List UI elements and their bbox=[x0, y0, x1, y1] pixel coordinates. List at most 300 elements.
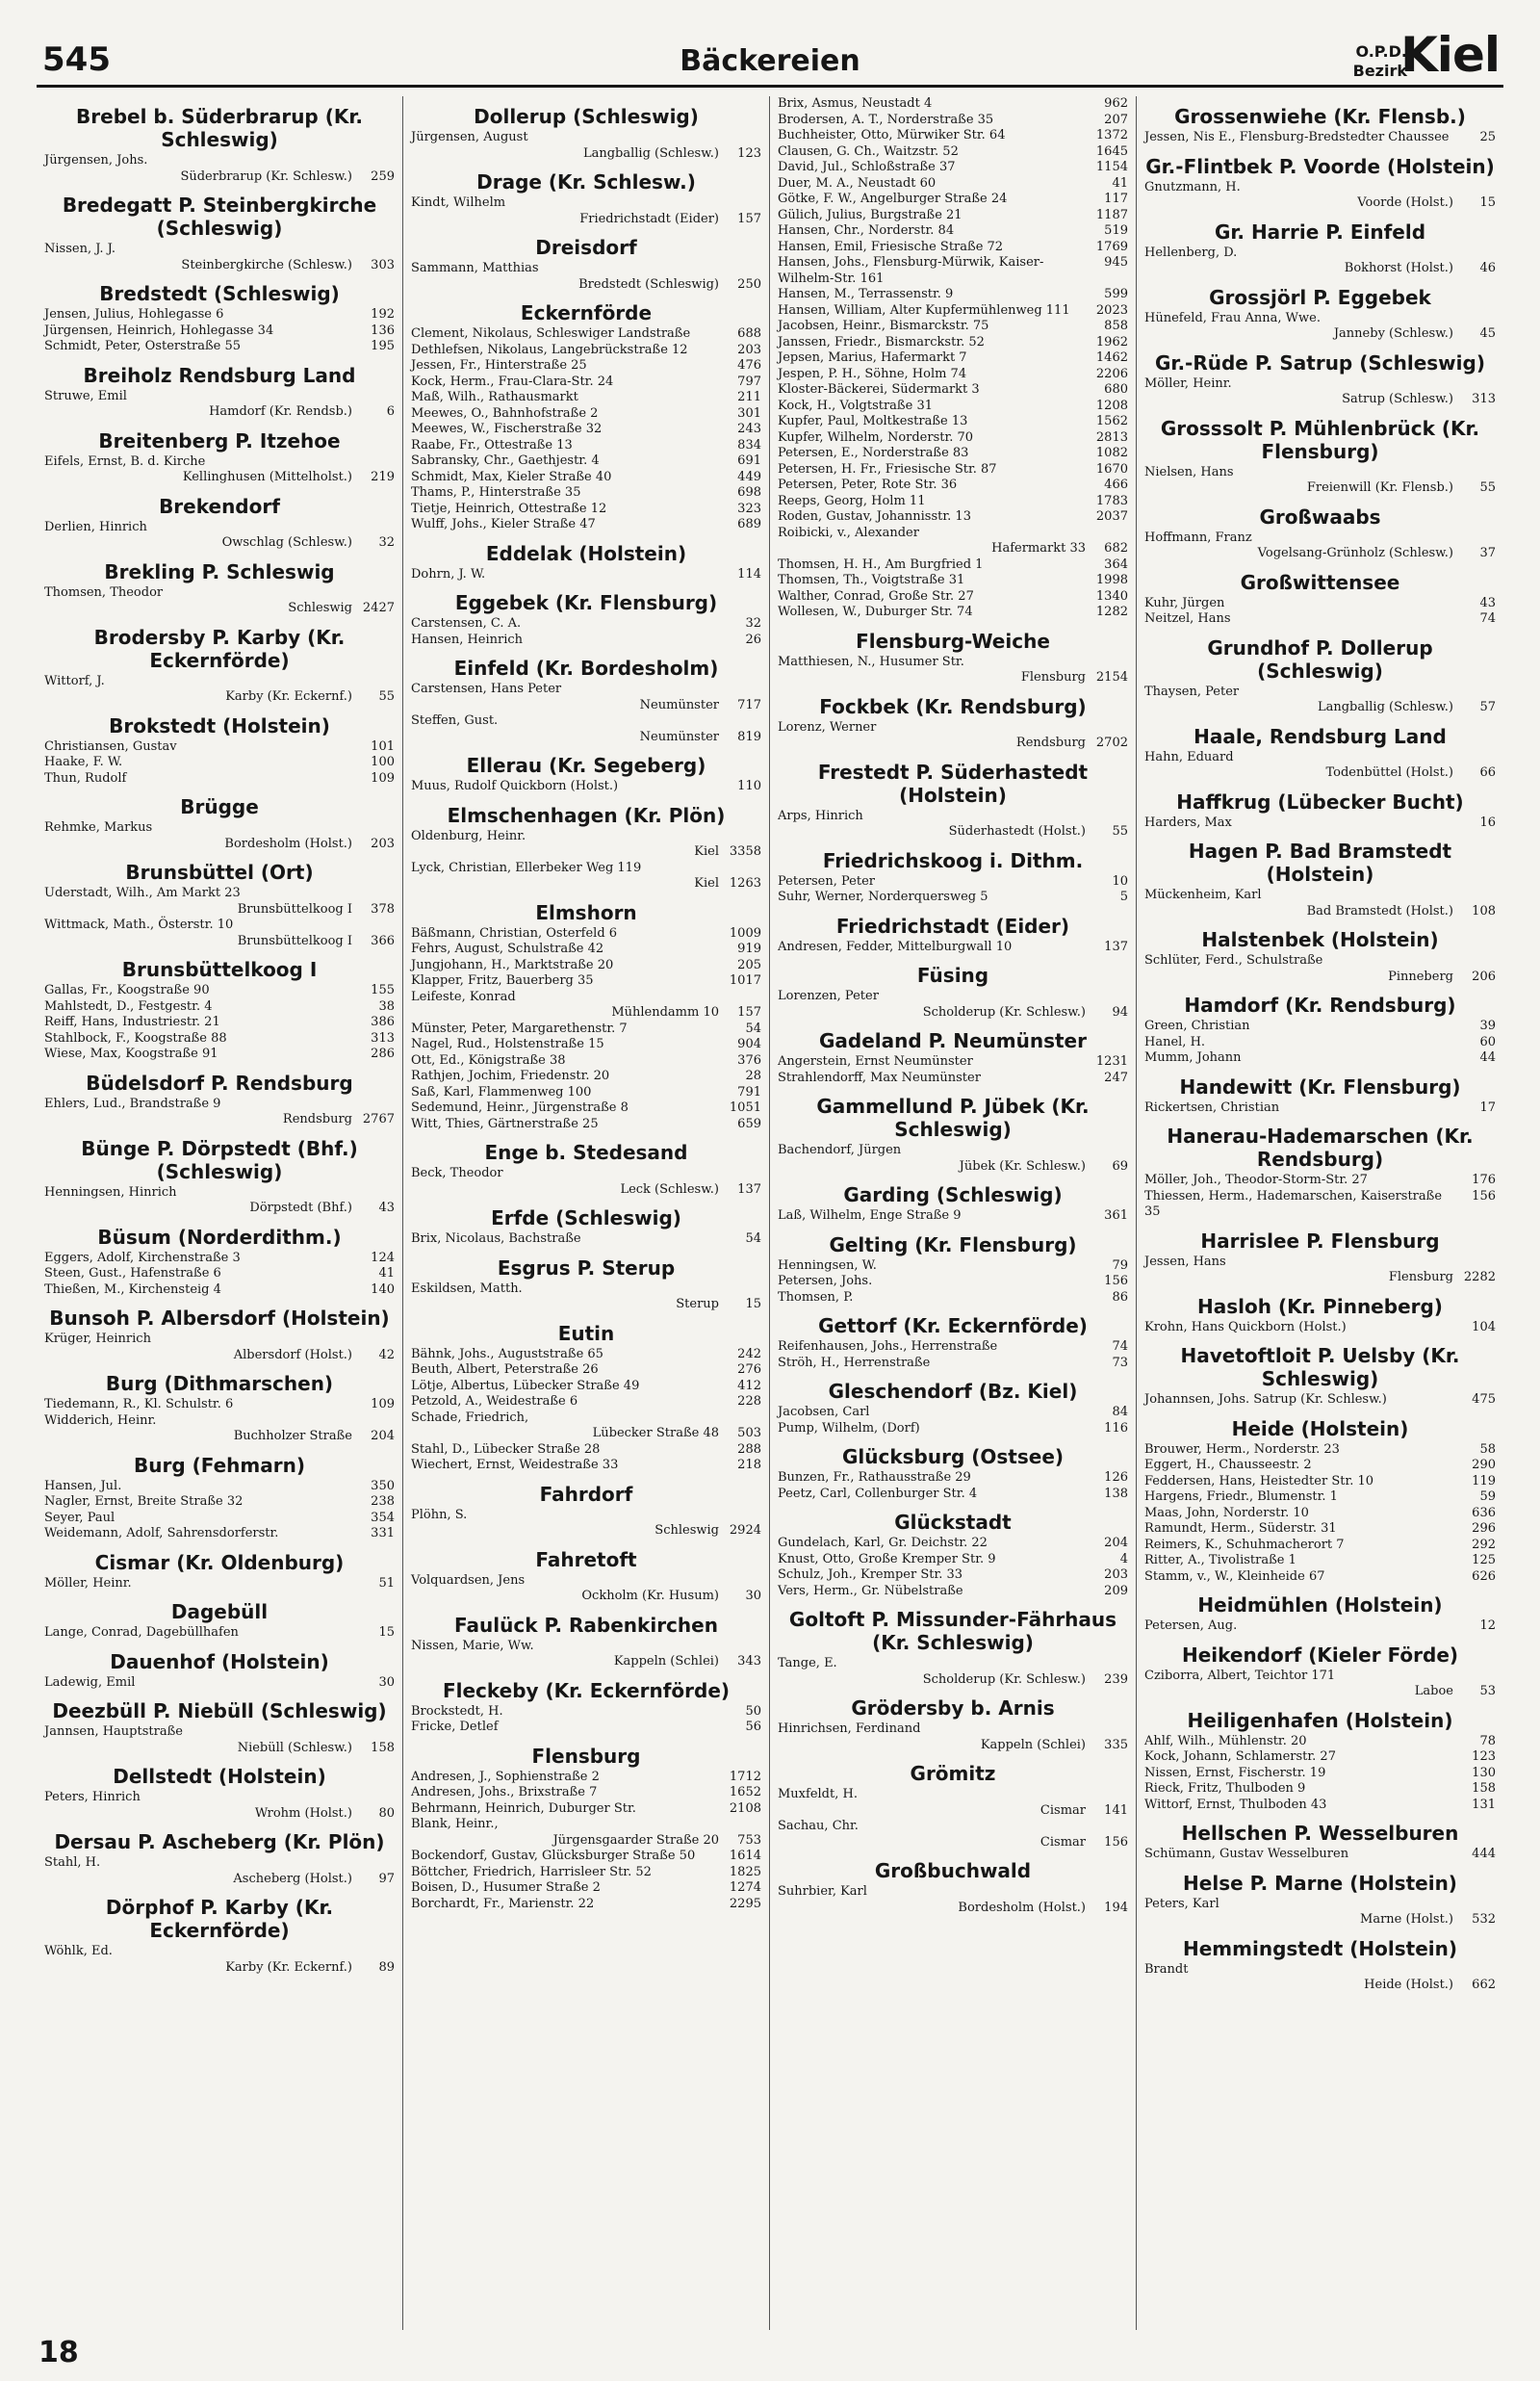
listing-entry bbox=[411, 1347, 761, 1363]
phone-number: 109 bbox=[371, 1397, 395, 1411]
entry-row bbox=[778, 96, 1128, 113]
entry-row bbox=[778, 670, 1128, 686]
phone-number: 247 bbox=[1104, 1070, 1128, 1085]
listing-entry bbox=[411, 1053, 761, 1070]
entry-row bbox=[44, 1397, 395, 1413]
place-heading bbox=[44, 795, 395, 818]
listing-entry bbox=[1144, 465, 1496, 497]
listing-entry bbox=[778, 430, 1128, 447]
listing-entry bbox=[778, 96, 1128, 113]
directory-columns bbox=[37, 96, 1503, 2330]
place-heading bbox=[44, 282, 395, 305]
phone-number: 250 bbox=[737, 276, 761, 292]
entry-name: Sammann, Matthias bbox=[411, 261, 539, 275]
listing-entry bbox=[44, 1944, 395, 1976]
entry-name: Maß, Wilh., Rathausmarkt bbox=[411, 390, 578, 404]
entry-address: Schleswig bbox=[288, 601, 352, 615]
listing-entry bbox=[778, 399, 1128, 415]
listing-entry bbox=[778, 367, 1128, 383]
phone-number: 73 bbox=[1112, 1355, 1128, 1370]
entry-row bbox=[778, 144, 1128, 161]
entry-row bbox=[778, 573, 1128, 589]
place-name: Handewitt (Kr. Flensburg) bbox=[1179, 1074, 1461, 1099]
phone-number: 38 bbox=[378, 998, 395, 1014]
entry-row bbox=[778, 736, 1128, 752]
entry-name: Nagler, Ernst, Breite Straße 32 bbox=[44, 1494, 244, 1509]
place-heading bbox=[1144, 220, 1496, 244]
entry-name: Nissen, Marie, Ww. bbox=[411, 1638, 534, 1653]
entry-row bbox=[411, 422, 761, 438]
entry-name: Raabe, Fr., Ottestraße 13 bbox=[411, 437, 573, 453]
entry-address: Jürgensgaarder Straße 20 bbox=[552, 1832, 719, 1848]
entry-row bbox=[411, 1069, 761, 1085]
entry-row bbox=[1144, 1766, 1496, 1782]
phone-number: 682 bbox=[1104, 541, 1128, 556]
entry-name: Thun, Rudolf bbox=[44, 770, 127, 786]
phone-number: 1645 bbox=[1095, 143, 1128, 159]
phone-number: 717 bbox=[737, 697, 761, 712]
place-heading bbox=[1144, 1295, 1496, 1318]
phone-number: 1998 bbox=[1095, 573, 1128, 587]
phone-number: 242 bbox=[737, 1346, 761, 1361]
entry-name: Dethlefsen, Nikolaus, Langebrückstraße 12 bbox=[411, 342, 688, 357]
phone-number: 108 bbox=[1472, 903, 1496, 919]
phone-number: 475 bbox=[1472, 1392, 1496, 1407]
entry-row bbox=[411, 1037, 761, 1053]
entry-name: Reeps, Georg, Holm 11 bbox=[778, 493, 926, 508]
entry-name: Suhrbier, Karl bbox=[778, 1884, 867, 1899]
entry-name: Roden, Gustav, Johannisstr. 13 bbox=[778, 509, 971, 524]
entry-name: Gülich, Julius, Burgstraße 21 bbox=[778, 207, 962, 222]
listing-entry bbox=[1144, 1897, 1496, 1928]
phone-number: 662 bbox=[1472, 1978, 1496, 1992]
entry-name: Wollesen, W., Duburger Str. 74 bbox=[778, 605, 973, 619]
entry-name: Peetz, Carl, Collenburger Str. 4 bbox=[778, 1486, 978, 1501]
place-heading bbox=[44, 1454, 395, 1477]
entry-name: Suhr, Werner, Norderquersweg 5 bbox=[778, 890, 988, 904]
phone-number: 1187 bbox=[1095, 207, 1128, 222]
entry-row bbox=[778, 192, 1128, 208]
listing-entry bbox=[411, 616, 761, 633]
phone-number: 101 bbox=[371, 738, 395, 754]
phone-number: 449 bbox=[737, 469, 761, 484]
phone-number: 323 bbox=[737, 501, 761, 516]
entry-name: Petersen, Aug. bbox=[1144, 1618, 1238, 1633]
listing-entry bbox=[778, 573, 1128, 589]
place-heading bbox=[411, 804, 761, 827]
listing-entry bbox=[1144, 1749, 1496, 1766]
place-heading bbox=[1144, 1075, 1496, 1099]
entry-row bbox=[44, 1047, 395, 1063]
entry-row bbox=[1144, 904, 1496, 920]
entry-name: Lorenz, Werner bbox=[778, 719, 877, 735]
entry-row bbox=[1144, 1798, 1496, 1814]
entry-row bbox=[411, 146, 761, 163]
place-name: Deezbüll P. Niebüll (Schleswig) bbox=[52, 1699, 387, 1722]
entry-name: Thiessen, Herm., Hademarschen, Kaiserstraße 35 bbox=[1144, 1188, 1443, 1219]
place-heading bbox=[778, 1696, 1128, 1720]
entry-name: Stahlbock, F., Koogstraße 88 bbox=[44, 1030, 227, 1046]
entry-row bbox=[411, 973, 761, 990]
entry-row bbox=[778, 1672, 1128, 1689]
entry-name: Derlien, Hinrich bbox=[44, 519, 147, 534]
place-heading bbox=[44, 714, 395, 738]
entry-row bbox=[1144, 1270, 1496, 1286]
entry-name: Möller, Heinr. bbox=[44, 1575, 132, 1591]
listing-entry bbox=[1144, 815, 1496, 832]
place-heading bbox=[411, 901, 761, 924]
place-heading bbox=[44, 1896, 395, 1942]
entry-name: Schlüter, Ferd., Schulstraße bbox=[1144, 953, 1323, 968]
entry-name: Duer, M. A., Neustadt 60 bbox=[778, 175, 937, 191]
entry-row bbox=[778, 494, 1128, 510]
entry-row bbox=[44, 771, 395, 788]
place-heading bbox=[44, 1372, 395, 1395]
entry-name: Andresen, Fedder, Mittelburgwall 10 bbox=[778, 939, 1013, 954]
listing-entry bbox=[411, 1865, 761, 1881]
listing-entry bbox=[44, 454, 395, 486]
place-heading bbox=[411, 1322, 761, 1345]
entry-row bbox=[411, 1347, 761, 1363]
place-name: Grossenwiehe (Kr. Flensb.) bbox=[1174, 105, 1466, 128]
entry-row bbox=[778, 255, 1128, 287]
phone-number: 203 bbox=[1104, 1567, 1128, 1582]
listing-entry bbox=[1144, 1100, 1496, 1117]
entry-row bbox=[1144, 261, 1496, 277]
phone-number: 43 bbox=[378, 1201, 395, 1215]
listing-entry bbox=[411, 358, 761, 375]
entry-address: Vogelsang-Grünholz (Schlesw.) bbox=[1257, 546, 1453, 560]
place-heading bbox=[411, 754, 761, 777]
phone-number: 53 bbox=[1479, 1684, 1496, 1698]
listing-entry bbox=[411, 1166, 761, 1198]
phone-number: 288 bbox=[737, 1441, 761, 1457]
entry-row bbox=[44, 601, 395, 617]
place-name: Fleckeby (Kr. Eckernförde) bbox=[442, 1678, 731, 1702]
listing-entry bbox=[778, 1656, 1128, 1688]
entry-name: Petersen, Johs. bbox=[778, 1274, 873, 1288]
entry-name: Ehlers, Lud., Brandstraße 9 bbox=[44, 1096, 221, 1111]
listing-entry bbox=[411, 779, 761, 795]
listing-entry bbox=[411, 633, 761, 649]
entry-row bbox=[778, 1159, 1128, 1176]
entry-name: Fricke, Detlef bbox=[411, 1720, 499, 1734]
entry-name: Fehrs, August, Schulstraße 42 bbox=[411, 942, 604, 956]
phone-number: 156 bbox=[1472, 1188, 1496, 1203]
phone-number: 94 bbox=[1112, 1004, 1128, 1020]
entry-name: Beck, Theodor bbox=[411, 1166, 503, 1180]
listing-entry bbox=[1144, 1320, 1496, 1336]
place-heading bbox=[411, 1614, 761, 1637]
entry-address: Langballig (Schlesw.) bbox=[1317, 700, 1453, 714]
listing-entry bbox=[1144, 1489, 1496, 1506]
place-name: Gammellund P. Jübek (Kr. Schleswig) bbox=[816, 1095, 1090, 1141]
entry-address: Pinneberg bbox=[1388, 969, 1453, 984]
entry-row bbox=[411, 1654, 761, 1670]
phone-number: 54 bbox=[745, 1021, 761, 1036]
place-name: Burg (Dithmarschen) bbox=[105, 1372, 334, 1395]
place-heading bbox=[44, 495, 395, 518]
listing-entry bbox=[44, 739, 395, 756]
entry-row bbox=[411, 1770, 761, 1786]
entry-address: Freienwill (Kr. Flensb.) bbox=[1306, 480, 1453, 495]
entry-name: Götke, F. W., Angelburger Straße 24 bbox=[778, 192, 1008, 206]
entry-name: Kupfer, Paul, Moltkestraße 13 bbox=[778, 414, 968, 428]
entry-row bbox=[44, 1526, 395, 1542]
entry-row bbox=[778, 446, 1128, 462]
entry-address: Jübek (Kr. Schlesw.) bbox=[959, 1158, 1086, 1174]
place-name: Dagebüll bbox=[170, 1600, 269, 1623]
phone-number: 55 bbox=[1479, 480, 1496, 495]
phone-number: 41 bbox=[378, 1266, 395, 1281]
entry-row bbox=[411, 1833, 761, 1850]
phone-number: 1274 bbox=[729, 1880, 761, 1895]
listing-entry bbox=[778, 128, 1128, 144]
entry-name: Strahlendorff, Max Neumünster bbox=[778, 1070, 981, 1085]
place-heading bbox=[411, 1256, 761, 1280]
place-name: Flensburg bbox=[531, 1744, 641, 1768]
listing-entry bbox=[1144, 1442, 1496, 1459]
entry-row bbox=[778, 1258, 1128, 1275]
listing-entry bbox=[44, 1397, 395, 1413]
phone-number: 109 bbox=[371, 770, 395, 786]
listing-entry bbox=[1144, 1458, 1496, 1474]
listing-entry bbox=[778, 1071, 1128, 1087]
listing-entry bbox=[44, 585, 395, 617]
listing-entry bbox=[1144, 1669, 1496, 1700]
entry-row bbox=[1144, 1189, 1496, 1221]
entry-row bbox=[44, 1675, 395, 1692]
phone-number: 86 bbox=[1112, 1289, 1128, 1305]
phone-number: 45 bbox=[1479, 326, 1496, 341]
listing-entry bbox=[411, 406, 761, 423]
phone-number: 32 bbox=[378, 535, 395, 550]
place-name: Dollerup (Schleswig) bbox=[474, 105, 699, 128]
entry-name: Krohn, Hans Quickborn (Holst.) bbox=[1144, 1319, 1347, 1334]
listing-entry bbox=[778, 1552, 1128, 1568]
entry-row bbox=[411, 1022, 761, 1038]
phone-number: 5 bbox=[1119, 890, 1128, 904]
place-name: Gadeland P. Neumünster bbox=[819, 1029, 1087, 1052]
entry-name: Ahlf, Wilh., Mühlenstr. 20 bbox=[1144, 1733, 1307, 1748]
entry-row bbox=[411, 453, 761, 470]
entry-row bbox=[1144, 546, 1496, 562]
listing-entry bbox=[44, 755, 395, 771]
entry-row bbox=[1144, 1538, 1496, 1554]
place-name: Brunsbüttelkoog I bbox=[121, 958, 318, 981]
entry-name: Arps, Hinrich bbox=[778, 808, 863, 823]
listing-entry bbox=[778, 1143, 1128, 1175]
phone-number: 301 bbox=[737, 405, 761, 421]
listing-entry bbox=[411, 375, 761, 391]
entry-name: Thams, P., Hinterstraße 35 bbox=[411, 485, 581, 500]
entry-name: Weidemann, Adolf, Sahrensdorferstr. bbox=[44, 1526, 279, 1540]
listing-entry bbox=[778, 1819, 1128, 1850]
entry-row bbox=[778, 287, 1128, 303]
listing-entry bbox=[778, 1405, 1128, 1421]
place-heading bbox=[1144, 1937, 1496, 1960]
entry-row bbox=[411, 212, 761, 228]
phone-number: 100 bbox=[371, 755, 395, 769]
listing-entry bbox=[44, 1015, 395, 1031]
phone-number: 204 bbox=[1104, 1536, 1128, 1550]
phone-number: 313 bbox=[1472, 392, 1496, 406]
entry-row bbox=[778, 1470, 1128, 1487]
phone-number: 1263 bbox=[729, 876, 761, 891]
listing-entry bbox=[778, 192, 1128, 208]
place-heading bbox=[411, 1483, 761, 1506]
entry-row bbox=[778, 1356, 1128, 1372]
entry-name: Brandt bbox=[1144, 1961, 1189, 1977]
phone-number: 130 bbox=[1472, 1765, 1496, 1780]
listing-entry bbox=[778, 414, 1128, 430]
listing-entry bbox=[778, 208, 1128, 224]
place-name: Breiholz Rendsburg Land bbox=[83, 363, 356, 387]
entry-name: Gallas, Fr., Koogstraße 90 bbox=[44, 983, 210, 997]
phone-number: 1670 bbox=[1095, 461, 1128, 477]
place-name: Gr. Harrie P. Einfeld bbox=[1214, 220, 1426, 244]
listing-entry bbox=[1144, 1798, 1496, 1814]
entry-name: Maas, John, Norderstr. 10 bbox=[1144, 1505, 1309, 1520]
listing-entry bbox=[44, 242, 395, 273]
listing-entry bbox=[411, 713, 761, 745]
phone-number: 313 bbox=[371, 1030, 395, 1046]
entry-name: Kock, H., Volgtstraße 31 bbox=[778, 398, 933, 413]
place-heading bbox=[411, 105, 761, 128]
listing-entry bbox=[778, 509, 1128, 526]
entry-row bbox=[411, 1801, 761, 1818]
place-name: Hagen P. Bad Bramstedt (Holstein) bbox=[1188, 840, 1452, 886]
entry-name: Andresen, Johs., Brixstraße 7 bbox=[411, 1785, 598, 1799]
entry-row bbox=[44, 1806, 395, 1823]
listing-entry bbox=[1144, 1050, 1496, 1067]
phone-number: 1231 bbox=[1095, 1054, 1128, 1069]
phone-number: 110 bbox=[737, 779, 761, 793]
entry-name: Hinrichsen, Ferdinand bbox=[778, 1721, 921, 1736]
entry-row bbox=[1144, 815, 1496, 832]
place-heading bbox=[411, 170, 761, 194]
entry-name: Lyck, Christian, Ellerbeker Weg 119 bbox=[411, 860, 642, 875]
entry-address: Karby (Kr. Eckernf.) bbox=[225, 689, 352, 704]
entry-name: Jürgensen, August bbox=[411, 130, 528, 144]
entry-row bbox=[44, 1015, 395, 1031]
phone-number: 286 bbox=[371, 1047, 395, 1061]
entry-row bbox=[778, 430, 1128, 447]
entry-row bbox=[778, 890, 1128, 906]
entry-row bbox=[411, 926, 761, 943]
entry-name: Angerstein, Ernst Neumünster bbox=[778, 1054, 973, 1069]
entry-row bbox=[778, 478, 1128, 494]
entry-name: Mahlstedt, D., Festgestr. 4 bbox=[44, 998, 213, 1014]
entry-name: Green, Christian bbox=[1144, 1019, 1250, 1033]
entry-row bbox=[778, 1274, 1128, 1290]
entry-name: Böttcher, Friedrich, Harrisleer Str. 52 bbox=[411, 1864, 652, 1879]
entry-row bbox=[778, 303, 1128, 320]
listing-entry bbox=[411, 1849, 761, 1865]
entry-address: Steinbergkirche (Schlesw.) bbox=[181, 257, 352, 272]
entry-row bbox=[411, 406, 761, 423]
entry-address: Rendsburg bbox=[282, 1112, 352, 1126]
phone-number: 140 bbox=[371, 1281, 395, 1297]
listing-entry bbox=[1144, 1962, 1496, 1994]
phone-number: 74 bbox=[1479, 611, 1496, 626]
section-title: Bäckereien bbox=[680, 44, 860, 78]
entry-name: Roibicki, v., Alexander bbox=[778, 525, 919, 540]
entry-address: Marne (Holst.) bbox=[1360, 1912, 1453, 1927]
place-name: Büsum (Norderdithm.) bbox=[97, 1225, 342, 1249]
place-name: Hemmingstedt (Holstein) bbox=[1183, 1936, 1457, 1960]
phone-number: 2427 bbox=[362, 601, 395, 615]
entry-row bbox=[411, 942, 761, 958]
entry-name: Wiese, Max, Koogstraße 91 bbox=[44, 1047, 218, 1061]
entry-name: Stahl, D., Lübecker Straße 28 bbox=[411, 1441, 601, 1457]
phone-number: 276 bbox=[737, 1362, 761, 1377]
phone-number: 125 bbox=[1472, 1553, 1496, 1567]
phone-number: 1372 bbox=[1095, 128, 1128, 142]
entry-row bbox=[44, 999, 395, 1016]
entry-row bbox=[1144, 611, 1496, 628]
listing-entry bbox=[1144, 246, 1496, 277]
entry-name: Krüger, Heinrich bbox=[44, 1332, 151, 1346]
entry-name: Rickertsen, Christian bbox=[1144, 1100, 1280, 1115]
entry-row bbox=[411, 876, 761, 893]
entry-row bbox=[778, 1421, 1128, 1437]
entry-row bbox=[411, 1458, 761, 1474]
entry-name: Seyer, Paul bbox=[44, 1510, 116, 1525]
place-name: Büdelsdorf P. Rendsburg bbox=[86, 1071, 353, 1095]
listing-entry bbox=[778, 557, 1128, 574]
entry-name: Jepsen, Marius, Hafermarkt 7 bbox=[778, 350, 967, 365]
entry-row bbox=[778, 350, 1128, 367]
phone-number: 39 bbox=[1479, 1019, 1496, 1033]
phone-number: 138 bbox=[1104, 1486, 1128, 1501]
entry-name: Jespen, P. H., Söhne, Holm 74 bbox=[778, 366, 967, 381]
entry-row bbox=[778, 462, 1128, 479]
phone-number: 30 bbox=[745, 1589, 761, 1603]
phone-number: 206 bbox=[1472, 969, 1496, 984]
entry-row bbox=[1144, 326, 1496, 343]
entry-name: Wittmack, Math., Österstr. 10 bbox=[44, 918, 234, 932]
phone-number: 259 bbox=[371, 168, 395, 184]
listing-entry bbox=[411, 343, 761, 359]
listing-entry bbox=[44, 1625, 395, 1642]
place-heading bbox=[44, 105, 395, 151]
listing-entry bbox=[411, 1880, 761, 1897]
phone-number: 157 bbox=[737, 1005, 761, 1020]
place-heading bbox=[44, 1699, 395, 1722]
place-heading bbox=[778, 1095, 1128, 1141]
listing-entry bbox=[778, 350, 1128, 367]
entry-address: Scholderup (Kr. Schlesw.) bbox=[922, 1004, 1086, 1020]
entry-name: Kupfer, Wilhelm, Norderstr. 70 bbox=[778, 429, 974, 445]
entry-row bbox=[44, 258, 395, 274]
place-name: Flensburg-Weiche bbox=[856, 629, 1050, 653]
listing-entry bbox=[411, 1458, 761, 1474]
listing-entry bbox=[778, 605, 1128, 621]
place-name: Hellschen P. Wesselburen bbox=[1181, 1822, 1459, 1845]
entry-name: Reimers, K., Schuhmacherort 7 bbox=[1144, 1537, 1345, 1552]
place-name: Brokstedt (Holstein) bbox=[109, 713, 330, 738]
phone-number: 194 bbox=[1104, 1900, 1128, 1915]
phone-number: 84 bbox=[1112, 1405, 1128, 1419]
phone-number: 74 bbox=[1112, 1339, 1128, 1354]
phone-number: 16 bbox=[1479, 815, 1496, 830]
phone-number: 2108 bbox=[729, 1800, 761, 1816]
entry-name: Beuth, Albert, Peterstraße 26 bbox=[411, 1362, 599, 1377]
entry-row bbox=[778, 367, 1128, 383]
entry-name: Sachau, Chr. bbox=[778, 1819, 859, 1833]
place-name: Dellstedt (Holstein) bbox=[113, 1765, 326, 1788]
